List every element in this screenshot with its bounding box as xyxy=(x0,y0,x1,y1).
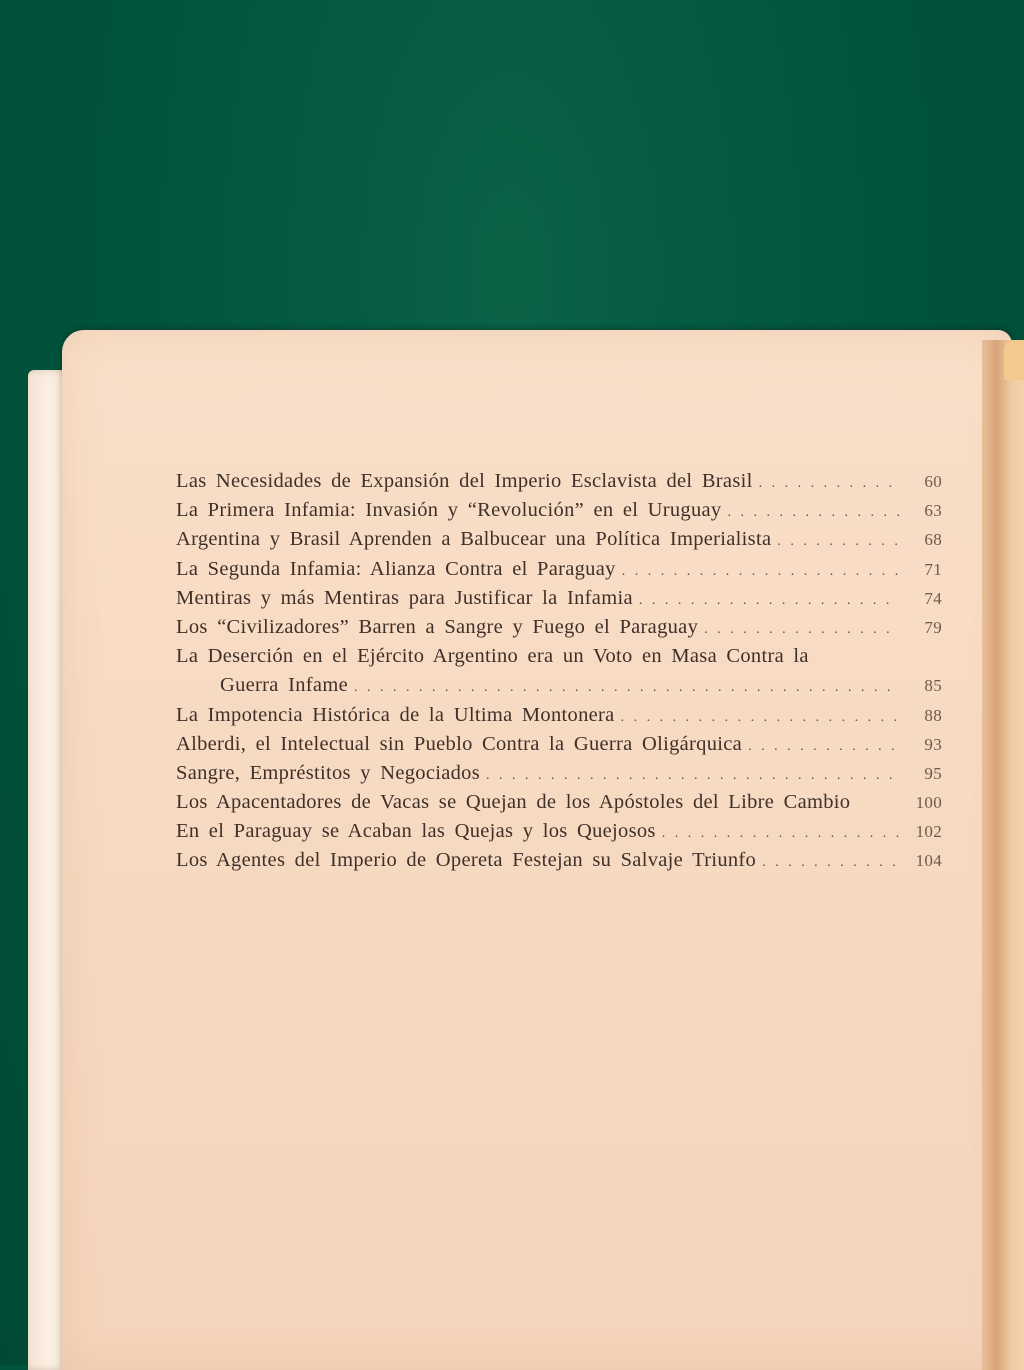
toc-entry-title: La Impotencia Histórica de la Ultima Montonera xyxy=(176,703,615,726)
toc-entry-page: 102 xyxy=(915,822,942,842)
toc-entry-page: 104 xyxy=(915,851,942,871)
next-page-edge xyxy=(1004,340,1024,380)
toc-entry-title: La Primera Infamia: Invasión y “Revolución” en el Uruguay xyxy=(176,499,722,522)
toc-leader-dots xyxy=(639,586,900,615)
toc-entry xyxy=(176,701,942,730)
toc-entry-page: 74 xyxy=(924,588,942,608)
toc-entry-page: 95 xyxy=(924,763,942,783)
toc-entry-title: Guerra Infame xyxy=(220,674,348,697)
toc-leader-dots xyxy=(762,848,900,877)
toc-leader-dots xyxy=(354,673,900,702)
table-of-contents xyxy=(176,467,942,876)
toc-leader-dots xyxy=(621,703,900,732)
toc-leader-dots xyxy=(622,557,900,586)
toc-entry xyxy=(176,788,942,817)
toc-entry-title: Los Apacentadores de Vacas se Quejan de los Apóstoles del Libre Cambio xyxy=(176,791,851,814)
toc-entry-page: 100 xyxy=(915,793,942,813)
page-fold xyxy=(982,340,1024,1370)
toc-entry-title: La Deserción en el Ejército Argentino era un Voto en Masa Contra la xyxy=(176,645,809,668)
toc-leader-dots xyxy=(759,469,900,498)
toc-entry-title: Los “Civilizadores” Barren a Sangre y Fuego el Paraguay xyxy=(176,615,699,638)
toc-leader-dots xyxy=(777,527,900,556)
toc-entry-page: 93 xyxy=(924,734,942,754)
toc-entry xyxy=(176,555,942,584)
toc-entry xyxy=(176,642,942,671)
toc-leader-dots xyxy=(748,732,900,761)
toc-entry xyxy=(176,846,942,875)
toc-entry-page: 71 xyxy=(924,559,942,579)
toc-leader-dots xyxy=(727,498,900,527)
toc-entry-title: Mentiras y más Mentiras para Justificar la Infamia xyxy=(176,586,633,609)
toc-leader-dots xyxy=(704,615,900,644)
toc-entry xyxy=(176,759,942,788)
toc-entry-title: En el Paraguay se Acaban las Quejas y los Quejosos xyxy=(176,820,656,843)
toc-entry-page: 88 xyxy=(924,705,942,725)
toc-entry-title: Argentina y Brasil Aprenden a Balbucear una Política Imperialista xyxy=(176,528,772,551)
toc-entry xyxy=(176,817,942,846)
toc-entry xyxy=(176,730,942,759)
toc-entry-title: Los Agentes del Imperio de Opereta Festejan su Salvaje Triunfo xyxy=(176,849,757,872)
toc-leader-dots xyxy=(662,819,900,848)
toc-entry xyxy=(176,467,942,496)
toc-entry xyxy=(176,613,942,642)
toc-entry-title: Las Necesidades de Expansión del Imperio Esclavista del Brasil xyxy=(176,470,753,492)
toc-entry-title: Sangre, Empréstitos y Negociados xyxy=(176,761,480,784)
toc-entry-continuation xyxy=(176,671,942,700)
toc-entry-page: 60 xyxy=(924,472,942,491)
toc-entry-page: 85 xyxy=(924,676,942,696)
toc-entry xyxy=(176,496,942,525)
toc-entry xyxy=(176,584,942,613)
toc-leader-dots xyxy=(486,761,900,790)
toc-entry-title: Alberdi, el Intelectual sin Pueblo Contra la Guerra Oligárquica xyxy=(176,732,743,755)
toc-entry-page: 79 xyxy=(924,617,942,637)
toc-entry-title: La Segunda Infamia: Alianza Contra el Paraguay xyxy=(176,557,616,580)
toc-entry-page: 63 xyxy=(924,501,942,521)
toc-entry-page: 68 xyxy=(924,530,942,550)
toc-entry xyxy=(176,525,942,554)
